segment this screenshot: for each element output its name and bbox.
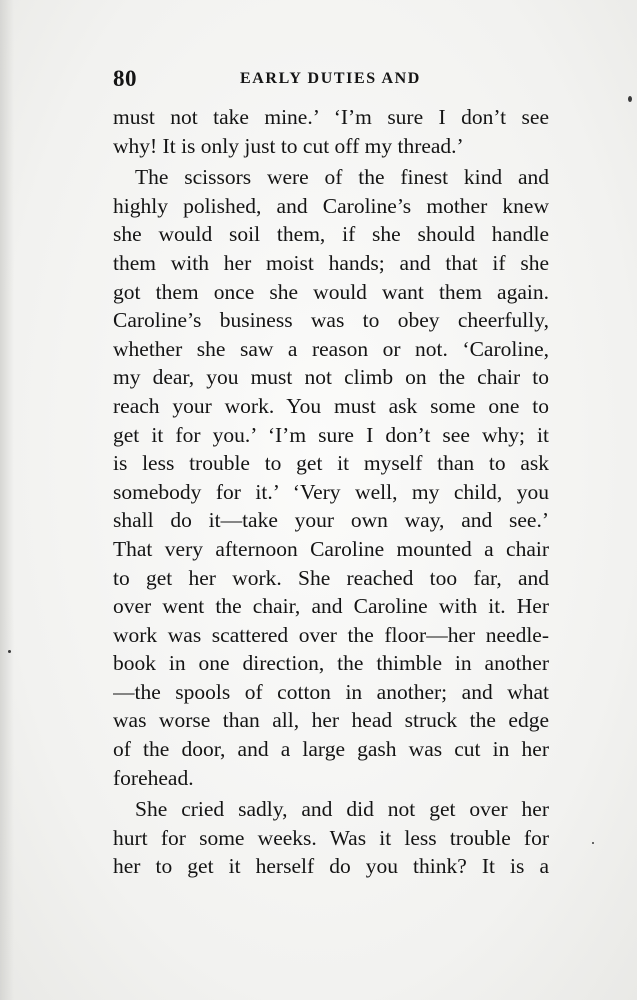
text-line: forehead. [113, 765, 194, 790]
text-line: reach your work. You must ask some one to [113, 393, 549, 418]
text-line: of the door, and a large gash was cut in her [113, 737, 549, 762]
ink-speck [592, 842, 594, 844]
text-line: was worse than all, her head struck the edge [113, 708, 549, 733]
text-line: work was scattered over the floor—her needle- [113, 622, 549, 647]
text-line: got them once she would want them again. [113, 279, 549, 304]
text-line: her to get it herself do you think? It is a [113, 854, 549, 879]
ink-speck [8, 650, 11, 653]
text-line: hurt for some weeks. Was it less trouble for [113, 825, 549, 850]
text-line: my dear, you must not climb on the chair to [113, 365, 549, 390]
body-text [113, 103, 549, 881]
page-gutter-shadow [0, 0, 14, 1000]
text-line: why! It is only just to cut off my thread.’ [113, 133, 464, 158]
paragraph [113, 163, 549, 792]
ink-speck [628, 96, 632, 102]
text-line: Caroline’s business was to obey cheerfully, [113, 308, 549, 333]
text-line: over went the chair, and Caroline with it. Her [113, 594, 549, 619]
paragraph [113, 795, 549, 881]
text-line: get it for you.’ ‘I’m sure I don’t see why; it [113, 422, 549, 447]
running-head: EARLY DUTIES AND [240, 70, 421, 87]
paragraph [113, 103, 549, 160]
text-line: shall do it—take your own way, and see.’ [113, 508, 549, 533]
page-header [113, 66, 549, 96]
text-line: highly polished, and Caroline’s mother knew [113, 193, 549, 218]
text-line: is less trouble to get it myself than to ask [113, 451, 549, 476]
text-line: The scissors were of the finest kind and [135, 165, 549, 190]
text-line: somebody for it.’ ‘Very well, my child, you [113, 479, 549, 504]
text-line: She cried sadly, and did not get over her [135, 797, 549, 822]
text-line: she would soil them, if she should handle [113, 222, 549, 247]
text-line: whether she saw a reason or not. ‘Caroline, [113, 336, 549, 361]
text-line: them with her moist hands; and that if she [113, 250, 549, 275]
page-number: 80 [113, 66, 137, 91]
text-line: —the spools of cotton in another; and what [113, 679, 549, 704]
text-line: book in one direction, the thimble in another [113, 651, 549, 676]
text-line: That very afternoon Caroline mounted a chair [113, 536, 549, 561]
text-line: must not take mine.’ ‘I’m sure I don’t see [113, 105, 549, 129]
text-line: to get her work. She reached too far, and [113, 565, 549, 590]
